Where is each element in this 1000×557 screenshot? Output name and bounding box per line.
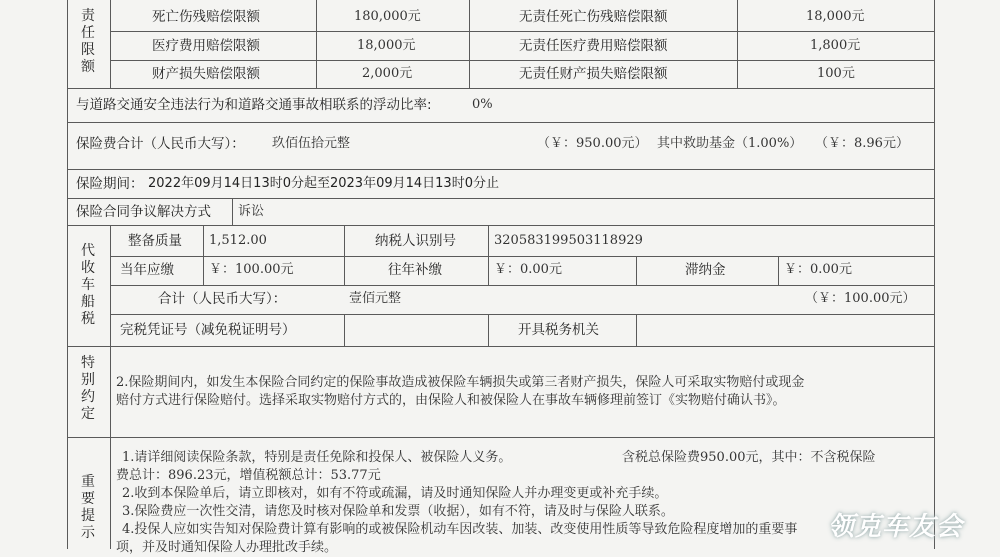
nf-death-disability-limit-label: 无责任死亡伤残赔偿限额: [519, 9, 668, 25]
nf-medical-limit-value: 1,800元: [810, 38, 861, 53]
rescue-fund-label: 其中救助基金（1.00%）: [657, 136, 803, 151]
tax-total-amount: （￥：100.00元）: [805, 291, 916, 306]
note-line-4: 3.保险费应一次性交清，请您及时核对保险单和发票（收据），如有不符，请及时与保险人联系。: [122, 504, 674, 519]
insurance-period-value: 2022年09月14日13时0分起至2023年09月14日13时0分止: [148, 176, 499, 191]
note-line-2: 费总计：896.23元，增值税额总计：53.77元: [116, 468, 381, 483]
nf-death-disability-limit-value: 18,000元: [806, 9, 865, 24]
late-fee-value: ￥：0.00元: [784, 262, 852, 277]
tax-authority-label: 开具税务机关: [518, 322, 599, 338]
watermark-logo: 领克车友会: [828, 512, 964, 542]
note-line-3: 2.收到本保险单后，请立即核对，如有不符或疏漏，请及时通知保险人并办理变更或补充手续。: [122, 486, 668, 501]
curb-weight-label: 整备质量: [128, 233, 182, 249]
taxpayer-id-value: 320583199503118929: [494, 233, 643, 248]
current-year-tax-label: 当年应缴: [120, 262, 174, 278]
float-ratio-value: 0%: [472, 97, 493, 112]
death-disability-limit-value: 180,000元: [354, 9, 421, 24]
rescue-fund-value: （￥：8.96元）: [815, 136, 909, 151]
special-agreement-line-1: 2.保险期间内，如发生本保险合同约定的保险事故造成被保险车辆损失或第三者财产损失，保险人可采取实物赔付或现金: [116, 375, 805, 390]
curb-weight-value: 1,512.00: [209, 233, 267, 248]
nf-medical-limit-label: 无责任医疗费用赔偿限额: [519, 38, 668, 54]
insurance-period-label: 保险期间：: [76, 176, 144, 192]
dispute-resolution-label: 保险合同争议解决方式: [76, 204, 211, 220]
nf-property-limit-value: 100元: [817, 66, 855, 81]
liability-section-label: 责 任 限 额: [81, 8, 95, 75]
property-limit-value: 2,000元: [362, 66, 413, 81]
special-agreement-line-2: 赔付方式进行保险赔付。选择采取实物赔付方式的，由保险人和被保险人在事故车辆修理前签订《实物赔付确认书》。: [116, 393, 786, 408]
dispute-resolution-value: 诉讼: [238, 204, 265, 219]
prior-year-tax-label: 往年补缴: [388, 262, 442, 278]
note-line-6: 项，并及时通知保险人办理批改手续。: [116, 540, 338, 555]
taxpayer-id-label: 纳税人识别号: [375, 233, 456, 249]
note-line-5: 4.投保人应如实告知对保险费计算有影响的或被保险机动车因改装、加装、改变使用性质等导致危险程度增加的重要事: [122, 522, 798, 537]
medical-limit-value: 18,000元: [357, 38, 416, 53]
note-line-1: 1.请详细阅读保险条款，特别是责任免除和投保人、被保险人义务。: [122, 450, 512, 465]
float-ratio-label: 与道路交通安全违法行为和道路交通事故相联系的浮动比率:: [76, 97, 432, 113]
special-agreement-section-label: 特 别 约 定: [81, 355, 95, 422]
property-limit-label: 财产损失赔偿限额: [152, 66, 260, 82]
tax-certificate-label: 完税凭证号（减免税证明号）: [120, 322, 296, 338]
tax-total-label: 合计（人民币大写）：: [158, 291, 287, 307]
premium-total-label: 保险费合计（人民币大写）：: [76, 136, 245, 152]
premium-total-words: 玖佰伍拾元整: [272, 136, 351, 151]
vehicle-tax-section-label: 代 收 车 船 税: [81, 243, 95, 327]
nf-property-limit-label: 无责任财产损失赔偿限额: [519, 66, 668, 82]
premium-total-amount: （￥：950.00元）: [537, 136, 648, 151]
tax-total-words: 壹佰元整: [349, 291, 402, 306]
note-line-1-right: 含税总保险费950.00元，其中：不含税保险: [622, 450, 876, 465]
late-fee-label: 滞纳金: [685, 262, 726, 278]
current-year-tax-value: ￥：100.00元: [209, 262, 294, 277]
important-notes-section-label: 重 要 提 示: [81, 474, 95, 541]
prior-year-tax-value: ￥：0.00元: [494, 262, 562, 277]
medical-limit-label: 医疗费用赔偿限额: [152, 38, 260, 54]
death-disability-limit-label: 死亡伤残赔偿限额: [152, 9, 260, 25]
